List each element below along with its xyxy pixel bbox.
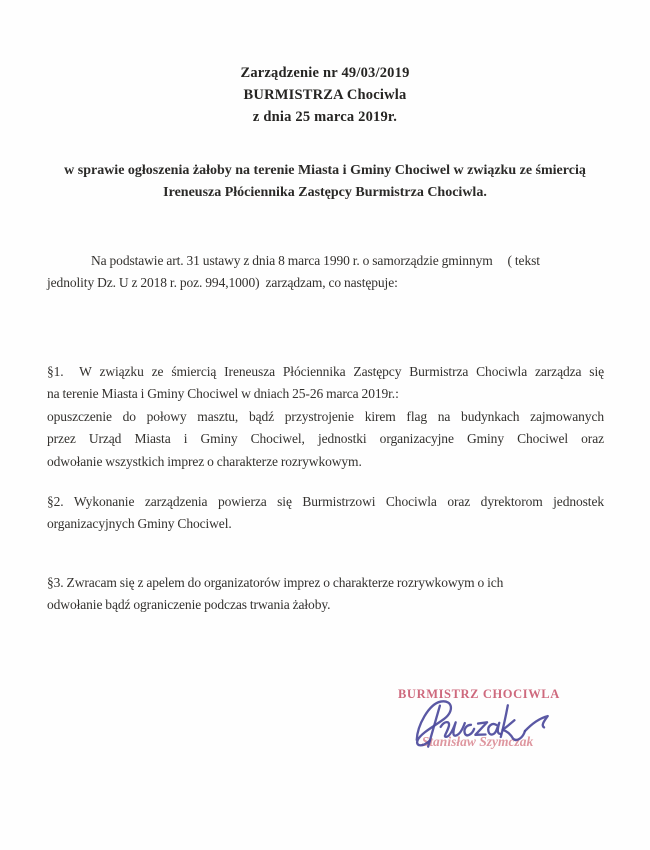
subject-line-1: w sprawie ogłoszenia żałoby na terenie Miasta i Gminy Chociwel w związku ze śmiercią — [64, 163, 586, 178]
signature-stamp-area — [398, 687, 563, 762]
paragraph-3-line-2: odwołanie bądź ograniczenie podczas trwania żałoby. — [47, 597, 331, 613]
title-ordinance-number: Zarządzenie nr 49/03/2019 — [240, 65, 410, 81]
paragraph-1-line-4: przez Urząd Miasta i Gminy Chociwel, jednostki organizacyjne Gminy Chociwel oraz — [47, 431, 604, 447]
legal-basis-preamble — [47, 250, 604, 295]
paragraph-1-line-5: odwołanie wszystkich imprez o charakterze rozrywkowym. — [47, 453, 362, 469]
title-issuer: BURMISTRZA Chociwla — [243, 87, 407, 103]
paragraph-3-line-1: §3. Zwracam się z apelem do organizatorów imprez o charakterze rozrywkowym o ich — [47, 575, 504, 590]
title-date: z dnia 25 marca 2019r. — [252, 109, 398, 125]
preamble-line-1: Na podstawie art. 31 ustawy z dnia 8 marca 1990 r. o samorządzie gminnym ( tekst — [91, 253, 540, 268]
document-subject — [45, 160, 605, 204]
paragraph-2-line-2: organizacyjnych Gminy Chociwel. — [47, 516, 232, 532]
preamble-line-2: jednolity Dz. U z 2018 r. poz. 994,1000) zarządzam, co następuje: — [47, 275, 398, 291]
paragraph-3 — [47, 572, 604, 617]
paragraph-2 — [47, 491, 604, 536]
mayor-stamp-name: Stanisław Szymczak — [421, 734, 534, 749]
paragraph-1 — [47, 361, 604, 473]
subject-line-2: Ireneusza Płóciennika Zastępcy Burmistrza Chociwla. — [163, 185, 487, 200]
paragraph-1-line-1: §1. W związku ze śmiercią Ireneusza Płóciennika Zastępcy Burmistrza Chociwla zarządza się — [47, 364, 604, 379]
paragraph-1-line-3: opuszczenie do połowy masztu, bądź przystrojenie kirem flag na budynkach zajmowanych — [47, 408, 604, 424]
document-title — [0, 62, 650, 128]
handwritten-signature-icon — [403, 691, 557, 752]
paragraph-2-line-1: §2. Wykonanie zarządzenia powierza się Burmistrzowi Chociwla oraz dyrektorom jednostek — [47, 494, 604, 509]
paragraph-1-line-2: na terenie Miasta i Gminy Chociwel w dniach 25-26 marca 2019r.: — [47, 386, 399, 402]
mayor-stamp-title: BURMISTRZ CHOCIWLA — [398, 687, 560, 701]
